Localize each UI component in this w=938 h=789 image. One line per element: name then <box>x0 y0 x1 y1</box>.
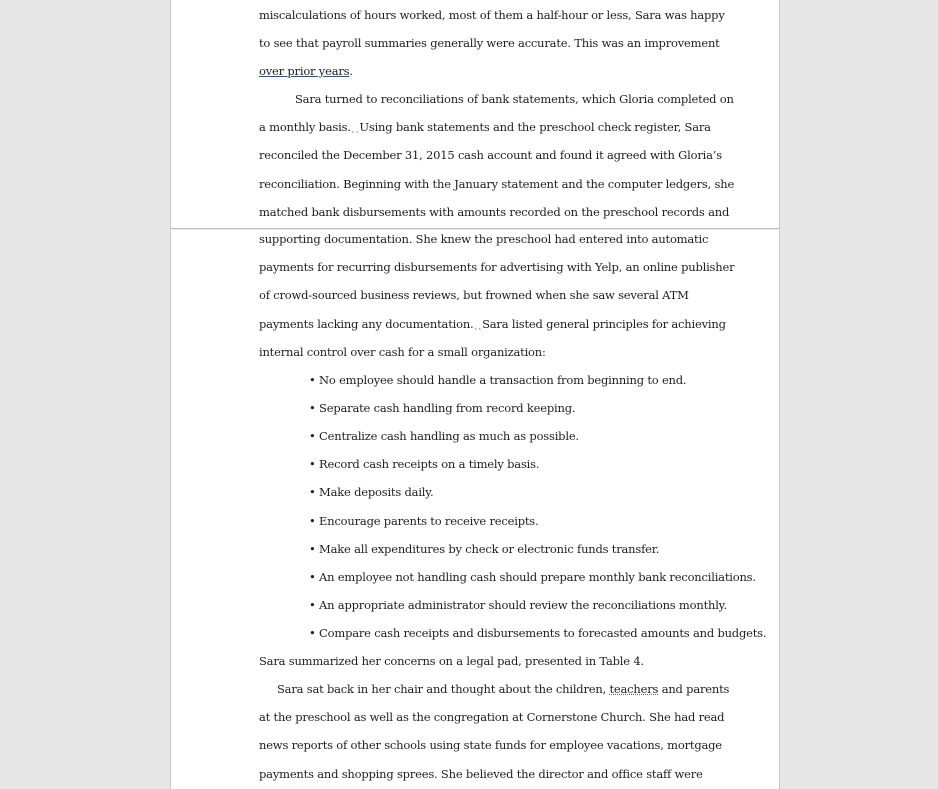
text-fragment: Using bank statements and the preschool check register, Sara <box>359 120 711 134</box>
text-line <box>259 120 711 136</box>
text-line: news reports of other schools using state funds for employee vacations, mortgage <box>259 738 722 752</box>
text-line <box>259 64 353 78</box>
bullet-item: • Separate cash handling from record keeping. <box>309 401 576 415</box>
text-line: reconciled the December 31, 2015 cash account and found it agreed with Gloria’s <box>259 148 722 162</box>
text-line: Sara turned to reconciliations of bank statements, which Gloria completed on <box>295 92 734 106</box>
text-line: of crowd-sourced business reviews, but frowned when she saw several ATM <box>259 288 689 302</box>
bullet-item: • Make deposits daily. <box>309 485 434 499</box>
bullet-item: • An appropriate administrator should review the reconciliations monthly. <box>309 598 727 612</box>
text-line: matched bank disbursements with amounts recorded on the preschool records and <box>259 205 730 219</box>
text-line: to see that payroll summaries generally were accurate. This was an improvement <box>259 36 720 50</box>
text-fragment: . <box>349 64 353 78</box>
bullet-item: • Record cash receipts on a timely basis. <box>309 457 540 471</box>
text-fragment: Sara listed general principles for achieving <box>482 317 726 331</box>
formatting-mark-icon: ˛˛ <box>473 321 483 331</box>
bullet-item: • Centralize cash handling as much as possible. <box>309 429 579 443</box>
text-fragment: a monthly basis. <box>259 120 351 134</box>
bullet-item: • An employee not handling cash should prepare monthly bank reconciliations. <box>309 570 756 584</box>
text-fragment: payments lacking any documentation. <box>259 317 474 331</box>
text-line: supporting documentation. She knew the preschool had entered into automatic <box>259 232 709 246</box>
document-page-top <box>170 0 780 229</box>
text-line <box>259 317 726 333</box>
bullet-item: • Make all expenditures by check or electronic funds transfer. <box>309 542 660 556</box>
bullet-item: • Encourage parents to receive receipts. <box>309 514 539 528</box>
text-line: miscalculations of hours worked, most of them a half-hour or less, Sara was happy <box>259 8 725 22</box>
text-line: at the preschool as well as the congregation at Cornerstone Church. She had read <box>259 710 725 724</box>
grammar-flag-word[interactable]: teachers <box>609 682 659 696</box>
text-line: reconciliation. Beginning with the January statement and the computer ledgers, she <box>259 177 735 191</box>
bullet-item: • Compare cash receipts and disbursements to forecasted amounts and budgets. <box>309 626 767 640</box>
text-fragment: Sara sat back in her chair and thought about the children, <box>277 682 610 696</box>
document-page-bottom <box>170 230 780 789</box>
underlined-phrase: over prior years <box>259 64 350 78</box>
text-line: payments and shopping sprees. She believed the director and office staff were <box>259 767 703 781</box>
formatting-mark-icon: ˛˛ <box>350 124 360 134</box>
text-line: Sara summarized her concerns on a legal pad, presented in Table 4. <box>259 654 644 668</box>
text-fragment: and parents <box>658 682 730 696</box>
text-line: internal control over cash for a small organization: <box>259 345 546 359</box>
text-line <box>277 682 729 696</box>
text-line: payments for recurring disbursements for advertising with Yelp, an online publisher <box>259 260 735 274</box>
bullet-item: • No employee should handle a transaction from beginning to end. <box>309 373 687 387</box>
